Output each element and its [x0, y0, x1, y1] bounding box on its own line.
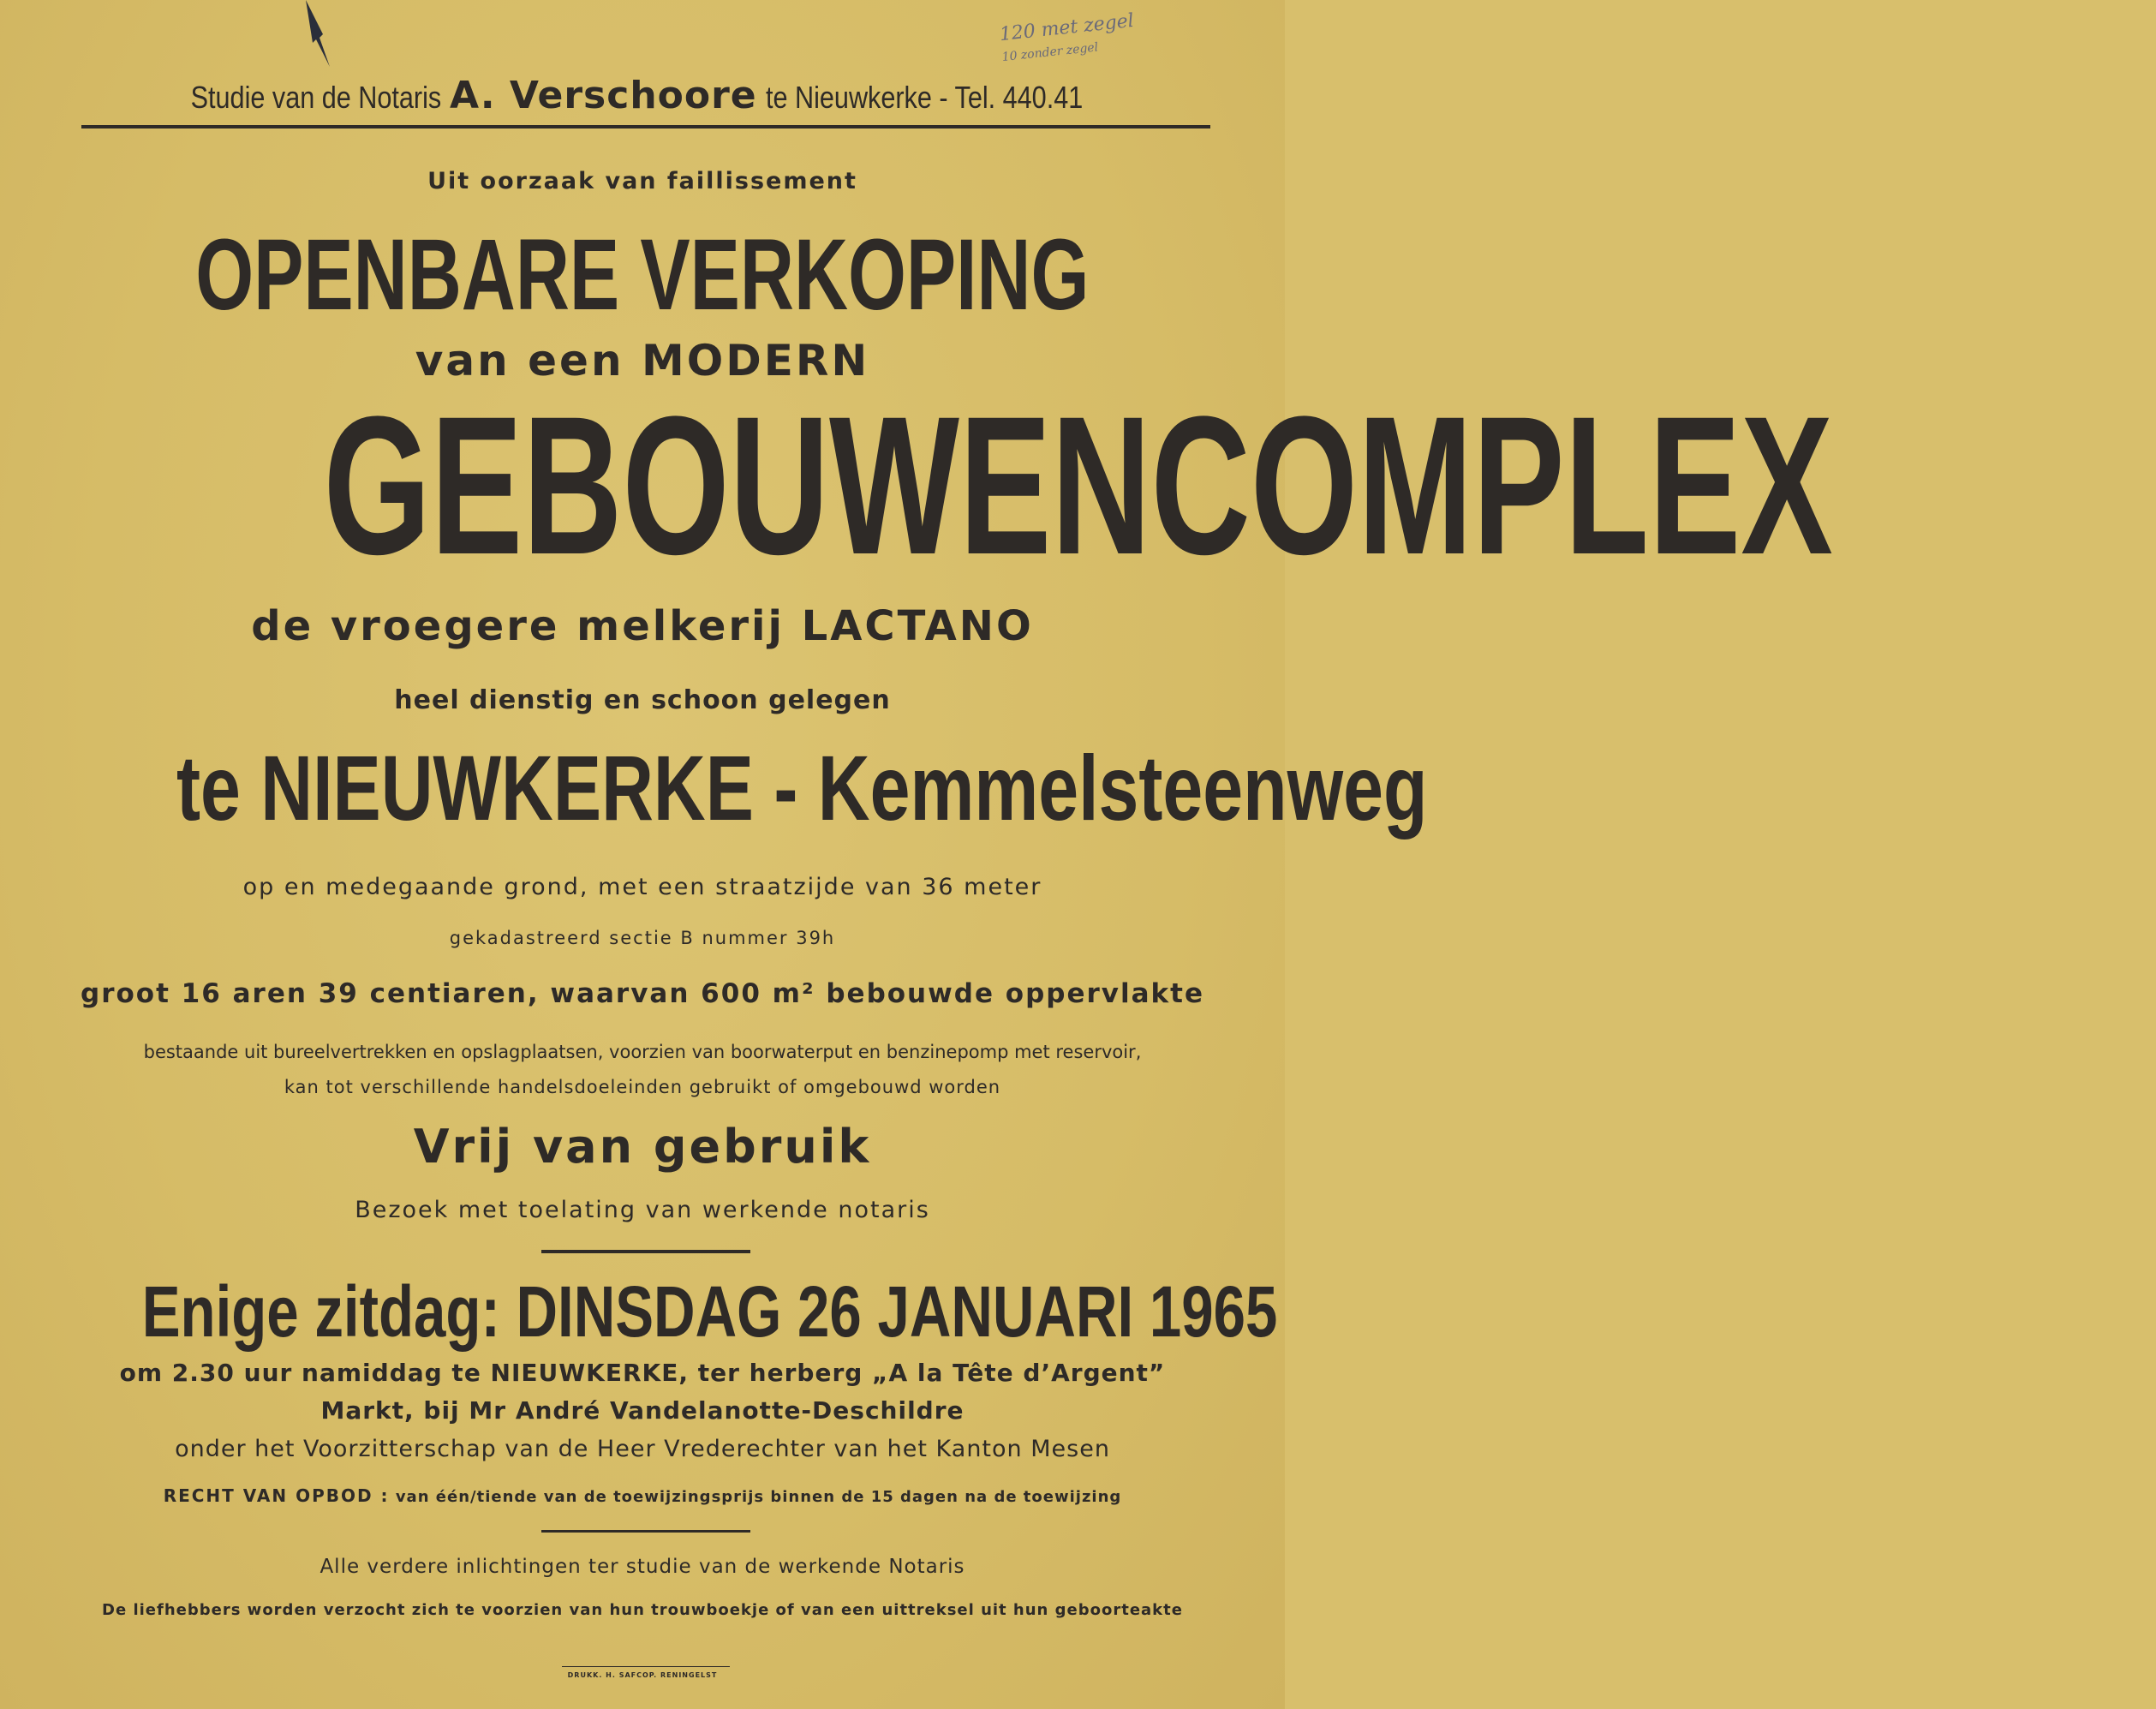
reason-text: Uit oorzaak van faillissement: [427, 168, 857, 194]
handwritten-note-line2: 10 zonder zegel: [1000, 40, 1099, 65]
chair-text: [0, 1436, 1285, 1462]
notary-name: A. Verschoore: [449, 74, 757, 117]
overbid-row: [0, 1485, 1285, 1506]
former-use: de vroegere melkerij LACTANO: [251, 602, 1034, 650]
description-line1: bestaande uit bureelvertrekken en opslagplaatsen, voorzien van boorwaterput en benzinepomp met reservoir,: [143, 1042, 1142, 1062]
availability: Vrij van gebruik: [413, 1120, 872, 1174]
handwritten-note: [999, 10, 1138, 69]
size-text: groot 16 aren 39 centiaren, waarvan 600 m² bebouwde oppervlakte: [81, 978, 1204, 1009]
description-line2: kan tot verschillende handelsdoeleinden gebruikt of omgebouwd worden: [284, 1077, 1001, 1097]
main-subject-row: [0, 375, 1833, 595]
cadastre-text: gekadastreerd sectie B nummer 39h: [449, 928, 836, 948]
overbid-text: van één/tiende van de toewijzingsprijs binnen de 15 dagen na de toewijzing: [395, 1488, 1122, 1506]
title-row: [0, 218, 1285, 332]
visit-text: Bezoek met toelating van werkende notaris: [355, 1197, 930, 1223]
location-row: [0, 736, 1428, 840]
section-divider-2: [541, 1530, 750, 1533]
title: OPENBARE VERKOPING: [195, 218, 1090, 332]
session-date: Enige zitdag: DINSDAG 26 JANUARI 1965: [141, 1271, 1278, 1352]
overbid-label: RECHT VAN OPBOD :: [163, 1485, 390, 1506]
main-subject: GEBOUWENCOMPLEX: [323, 375, 1833, 595]
notary-header: [0, 74, 1285, 117]
location: te NIEUWKERKE - Kemmelsteenweg: [176, 736, 1428, 840]
thumbtack-shadow-icon: [304, 0, 338, 69]
section-divider-1: [541, 1250, 750, 1253]
ground-text: op en medegaande grond, met een straatzijde van 36 meter: [242, 874, 1042, 900]
time-place: om 2.30 uur namiddag te NIEUWKERKE, ter herberg „A la Tête d’Argent”: [119, 1359, 1166, 1387]
location-description: heel dienstig en schoon gelegen: [394, 685, 891, 715]
handwritten-note-line1: 120 met zegel: [998, 9, 1135, 46]
chair-text-content: onder het Voorzitterschap van de Heer Vrederechter van het Kanton Mesen: [175, 1436, 1110, 1462]
session-row: [0, 1271, 1285, 1352]
subtitle: van een MODERN: [415, 336, 870, 385]
notice-text: De liefhebbers worden verzocht zich te voorzien van hun trouwboekje of van een uittreksel uit hun geboorteakte: [102, 1601, 1183, 1619]
info-text: Alle verdere inlichtingen ter studie van de werkende Notaris: [320, 1556, 965, 1578]
header-rule: [81, 125, 1210, 128]
printer-rule: [562, 1666, 730, 1667]
host-text: Markt, bij Mr André Vandelanotte-Deschildre: [320, 1396, 965, 1425]
printer-credit: DRUKK. H. SAFCOP. RENINGELST: [567, 1671, 718, 1679]
header-suffix: te Nieuwkerke - Tel. 440.41: [765, 80, 1083, 115]
header-prefix: Studie van de Notaris: [190, 80, 441, 115]
